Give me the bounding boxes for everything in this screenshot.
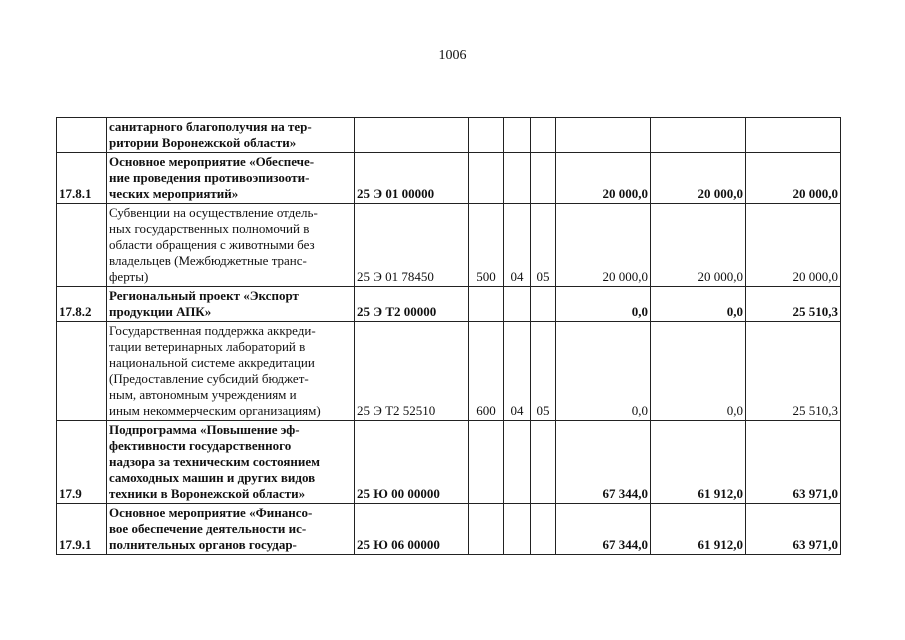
row-rz [504, 504, 531, 555]
row-code: 25 Э Т2 00000 [355, 287, 469, 322]
row-vr [469, 421, 504, 504]
row-value-2: 61 912,0 [651, 421, 746, 504]
table-row [57, 504, 841, 555]
row-vr [469, 287, 504, 322]
table-row [57, 118, 841, 153]
row-value-1: 67 344,0 [556, 504, 651, 555]
row-rz [504, 153, 531, 204]
row-number: 17.9 [57, 421, 107, 504]
row-pr [531, 118, 556, 153]
row-vr [469, 153, 504, 204]
table-row [57, 287, 841, 322]
row-name: Основное мероприятие «Финансо- вое обеспечение деятельности ис- полнительных органов государ- [107, 504, 355, 555]
table-row [57, 153, 841, 204]
row-value-3: 20 000,0 [746, 204, 841, 287]
row-value-2: 61 912,0 [651, 504, 746, 555]
row-pr: 05 [531, 322, 556, 421]
row-pr [531, 287, 556, 322]
row-rz [504, 421, 531, 504]
row-value-2: 0,0 [651, 287, 746, 322]
row-value-1: 20 000,0 [556, 153, 651, 204]
row-value-2: 20 000,0 [651, 153, 746, 204]
row-vr: 500 [469, 204, 504, 287]
row-value-3: 20 000,0 [746, 153, 841, 204]
row-value-2: 0,0 [651, 322, 746, 421]
row-pr [531, 504, 556, 555]
row-value-1: 0,0 [556, 322, 651, 421]
row-number [57, 118, 107, 153]
row-name: Государственная поддержка аккреди- тации ветеринарных лабораторий в национальной системе аккредитации (Предоставление субсидий бюджет- ным, автономным учреждениям и иным некоммерческим организациям) [107, 322, 355, 421]
row-value-1: 0,0 [556, 287, 651, 322]
table-row [57, 322, 841, 421]
row-rz [504, 287, 531, 322]
row-rz: 04 [504, 322, 531, 421]
row-name: Основное мероприятие «Обеспече- ние проведения противоэпизооти- ческих мероприятий» [107, 153, 355, 204]
row-vr [469, 118, 504, 153]
page-number: 1006 [438, 48, 467, 63]
budget-table [56, 117, 841, 555]
table-row [57, 204, 841, 287]
row-value-1 [556, 118, 651, 153]
row-value-3: 63 971,0 [746, 421, 841, 504]
row-number [57, 204, 107, 287]
row-vr [469, 504, 504, 555]
row-value-1: 20 000,0 [556, 204, 651, 287]
row-rz: 04 [504, 204, 531, 287]
row-number: 17.9.1 [57, 504, 107, 555]
row-value-3: 25 510,3 [746, 322, 841, 421]
row-pr: 05 [531, 204, 556, 287]
row-rz [504, 118, 531, 153]
row-number: 17.8.1 [57, 153, 107, 204]
row-code: 25 Ю 06 00000 [355, 504, 469, 555]
row-pr [531, 421, 556, 504]
row-value-2 [651, 118, 746, 153]
row-number: 17.8.2 [57, 287, 107, 322]
row-value-3: 63 971,0 [746, 504, 841, 555]
row-value-1: 67 344,0 [556, 421, 651, 504]
row-vr: 600 [469, 322, 504, 421]
row-code: 25 Э Т2 52510 [355, 322, 469, 421]
row-name: Региональный проект «Экспорт продукции АПК» [107, 287, 355, 322]
row-code: 25 Э 01 00000 [355, 153, 469, 204]
row-value-3: 25 510,3 [746, 287, 841, 322]
table-row [57, 421, 841, 504]
row-name: Подпрограмма «Повышение эф- фективности государственного надзора за техническим состоянием самоходных машин и других видов техники в Воронежской области» [107, 421, 355, 504]
row-code [355, 118, 469, 153]
row-code: 25 Э 01 78450 [355, 204, 469, 287]
row-name: Субвенции на осуществление отдель- ных государственных полномочий в области обращения с животными без владельцев (Межбюджетные транс- ферты) [107, 204, 355, 287]
row-number [57, 322, 107, 421]
row-value-2: 20 000,0 [651, 204, 746, 287]
row-name: санитарного благополучия на тер- ритории Воронежской области» [107, 118, 355, 153]
row-code: 25 Ю 00 00000 [355, 421, 469, 504]
row-pr [531, 153, 556, 204]
row-value-3 [746, 118, 841, 153]
